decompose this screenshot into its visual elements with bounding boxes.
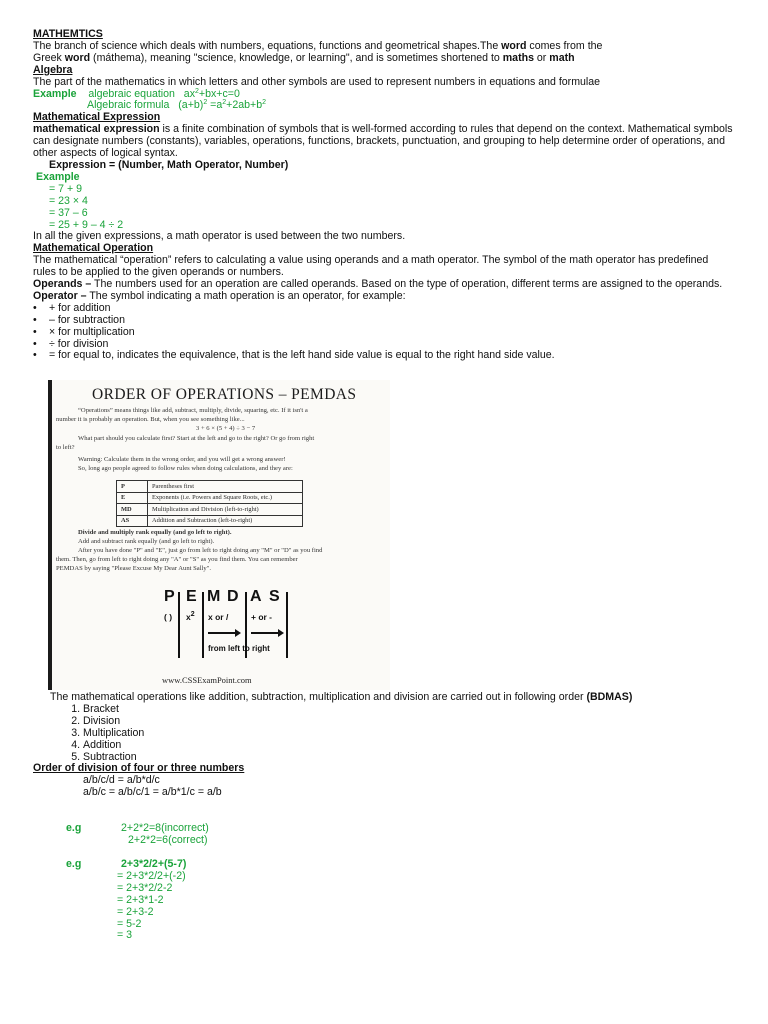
heading-division: Order of division of four or three numbers bbox=[33, 762, 245, 775]
right-arrow-icon bbox=[208, 632, 238, 634]
expression-example: = 25 + 9 – 4 ÷ 2 bbox=[49, 218, 124, 231]
operator-item: • – for subtraction bbox=[33, 315, 733, 327]
document-page-lower bbox=[33, 692, 733, 942]
bdmas-item: 2. Division bbox=[83, 716, 733, 728]
table-cell: Addition and Subtraction (left-to-right) bbox=[148, 515, 303, 527]
pemdas-parentheses: ( ) bbox=[164, 612, 173, 622]
scan-edge bbox=[48, 380, 52, 690]
example-2-line: = 3 bbox=[117, 929, 133, 942]
pemdas-scan-image bbox=[48, 380, 390, 690]
scan-text: What part should you calculate first? Start at the left and go to the right? Or go from right bbox=[78, 435, 315, 442]
example-2-line: = 2+3*2/2+(-2) bbox=[117, 869, 186, 882]
bdmas-item: 1. Bracket bbox=[83, 704, 733, 716]
bdmas-intro: The mathematical operations like addition, subtraction, multiplication and division are carried out in following order (BDMAS) bbox=[50, 691, 633, 703]
table-cell: AS bbox=[117, 515, 148, 527]
heading-operation: Mathematical Operation bbox=[33, 242, 154, 255]
operator-item: • = for equal to, indicates the equivalence, that is the left hand side value is equal to the right hand side value. bbox=[33, 350, 733, 362]
example-2-line: = 2+3-2 bbox=[117, 905, 154, 918]
pemdas-letter: S bbox=[269, 588, 280, 605]
division-line: a/b/c/d = a/b*d/c bbox=[83, 774, 160, 787]
example-2-line: = 2+3*1-2 bbox=[117, 893, 164, 906]
pemdas-direction: from left to right bbox=[208, 644, 270, 653]
heading-algebra: Algebra bbox=[33, 63, 73, 76]
example-1-line: 2+2*2=6(correct) bbox=[128, 834, 208, 847]
operation-definition: The mathematical “operation” refers to calculating a value using operands and a math operator. The symbol of the math operator has predefined rules to be applied to the given operands or numbers. bbox=[33, 254, 709, 279]
pemdas-table bbox=[116, 480, 303, 527]
table-cell: E bbox=[117, 492, 148, 504]
pemdas-as: + or - bbox=[251, 612, 273, 622]
pemdas-letter: E bbox=[186, 588, 197, 605]
table-row bbox=[117, 481, 303, 493]
pemdas-diagram bbox=[160, 588, 330, 658]
table-cell: Exponents (i.e. Powers and Square Roots, etc.) bbox=[148, 492, 303, 504]
pemdas-letter: M bbox=[207, 588, 221, 605]
right-arrow-icon bbox=[251, 632, 281, 634]
heading-expression: Mathematical Expression bbox=[33, 111, 161, 124]
table-row bbox=[117, 515, 303, 527]
table-cell: Parentheses first bbox=[148, 481, 303, 493]
pemdas-letter: P bbox=[164, 588, 175, 605]
algebra-example-2: Algebraic formula $(a+b)^2 =a^2+2ab+b^2$ bbox=[87, 99, 267, 112]
example-2-line: = 5-2 bbox=[117, 917, 142, 930]
operator-item: • + for addition bbox=[33, 303, 733, 315]
bdmas-item: 3. Multiplication bbox=[83, 728, 733, 740]
algebra-example-1: Example algebraic equation $ax^2+bx+c=0$ bbox=[33, 87, 240, 100]
bdmas-item: 4. Addition bbox=[83, 740, 733, 752]
scan-text: Divide and multiply rank equally (and go left to right). bbox=[78, 529, 232, 536]
expression-example: = 7 + 9 bbox=[49, 182, 82, 195]
scan-text: After you have done "P" and "E", just go from left to right doing any "M" or "D" as you find bbox=[78, 547, 323, 554]
operator-item: • ÷ for division bbox=[33, 339, 733, 351]
scan-text: So, long ago people agreed to follow rules when doing calculations, and they are: bbox=[78, 465, 293, 472]
intro-line-1: The branch of science which deals with numbers, equations, functions and geometrical shapes.The word comes from the bbox=[33, 39, 603, 52]
scan-text: them. Then, go from left to right doing any "A" or "S" as you find them. You can remember bbox=[56, 556, 298, 563]
pemdas-letter: D bbox=[227, 588, 239, 605]
document-page bbox=[33, 29, 733, 362]
bdmas-list bbox=[33, 704, 733, 764]
expression-example-label: Example bbox=[36, 170, 80, 183]
scan-text: “Operations” means things like add, subtract, multiply, divide, squaring, etc. If it isn't a bbox=[78, 407, 308, 414]
table-cell: MD bbox=[117, 504, 148, 516]
divider-line bbox=[178, 592, 180, 658]
example-1-first: e.g 2+2*2=8(incorrect) bbox=[66, 822, 209, 835]
scan-text: Add and subtract rank equally (and go left to right). bbox=[78, 538, 215, 545]
operator-definition: Operator – The symbol indicating a math operation is an operator, for example: bbox=[33, 289, 406, 302]
intro-line-2: Greek word (máthema), meaning "science, knowledge, or learning", and is sometimes shortened to maths or math bbox=[33, 51, 575, 64]
expression-definition: mathematical expression is a finite combination of symbols that is well-formed according to rules that depend on the context. Mathematical symbols can designate numbers (constants), variables, operations, functions, brackets, punctuation, and grouping to help determine order of operations, and other aspects of logical syntax. bbox=[33, 123, 733, 160]
scan-text: to left? bbox=[56, 444, 75, 451]
algebra-definition: The part of the mathematics in which letters and other symbols are used to represent numbers in equations and formulae bbox=[33, 75, 601, 88]
scan-title: ORDER OF OPERATIONS – PEMDAS bbox=[92, 386, 357, 403]
scan-text: PEMDAS by saying "Please Excuse My Dear Aunt Sally". bbox=[56, 565, 212, 572]
scan-text: Warning: Calculate them in the wrong order, and you will get a wrong answer! bbox=[78, 456, 286, 463]
expression-example: = 23 × 4 bbox=[49, 194, 88, 207]
pemdas-letter: A bbox=[250, 588, 262, 605]
expression-note: In all the given expressions, a math operator is used between the two numbers. bbox=[33, 230, 406, 243]
operator-list bbox=[33, 303, 733, 363]
heading-mathematics: MATHEMTICS bbox=[33, 28, 103, 40]
table-cell: P bbox=[117, 481, 148, 493]
table-row bbox=[117, 504, 303, 516]
bdmas-item: 5. Subtraction bbox=[83, 752, 733, 764]
scan-website: www.CSSExamPoint.com bbox=[162, 675, 252, 685]
expression-formula: Expression = (Number, Math Operator, Number) bbox=[49, 158, 289, 171]
divider-line bbox=[202, 592, 204, 658]
operands-definition: Operands – The numbers used for an operation are called operands. Based on the type of operation, different terms are assigned to the operands. bbox=[33, 278, 723, 291]
example-2-line: = 2+3*2/2-2 bbox=[117, 881, 173, 894]
operator-item: • × for multiplication bbox=[33, 327, 733, 339]
scan-text: 3 + 6 × (5 + 4) ÷ 3 − 7 bbox=[196, 425, 256, 432]
example-2-first: e.g 2+3*2/2+(5-7) bbox=[66, 857, 187, 870]
pemdas-md: x or / bbox=[208, 612, 229, 622]
table-row bbox=[117, 492, 303, 504]
table-cell: Multiplication and Division (left-to-right) bbox=[148, 504, 303, 516]
expression-example: = 37 – 6 bbox=[49, 206, 88, 219]
division-line: a/b/c = a/b/c/1 = a/b*1/c = a/b bbox=[83, 786, 222, 799]
pemdas-exponent: $x^2$ bbox=[186, 611, 195, 622]
divider-line bbox=[286, 592, 288, 658]
scan-text: number it is probably an operation. But, when you see something like... bbox=[56, 416, 245, 423]
